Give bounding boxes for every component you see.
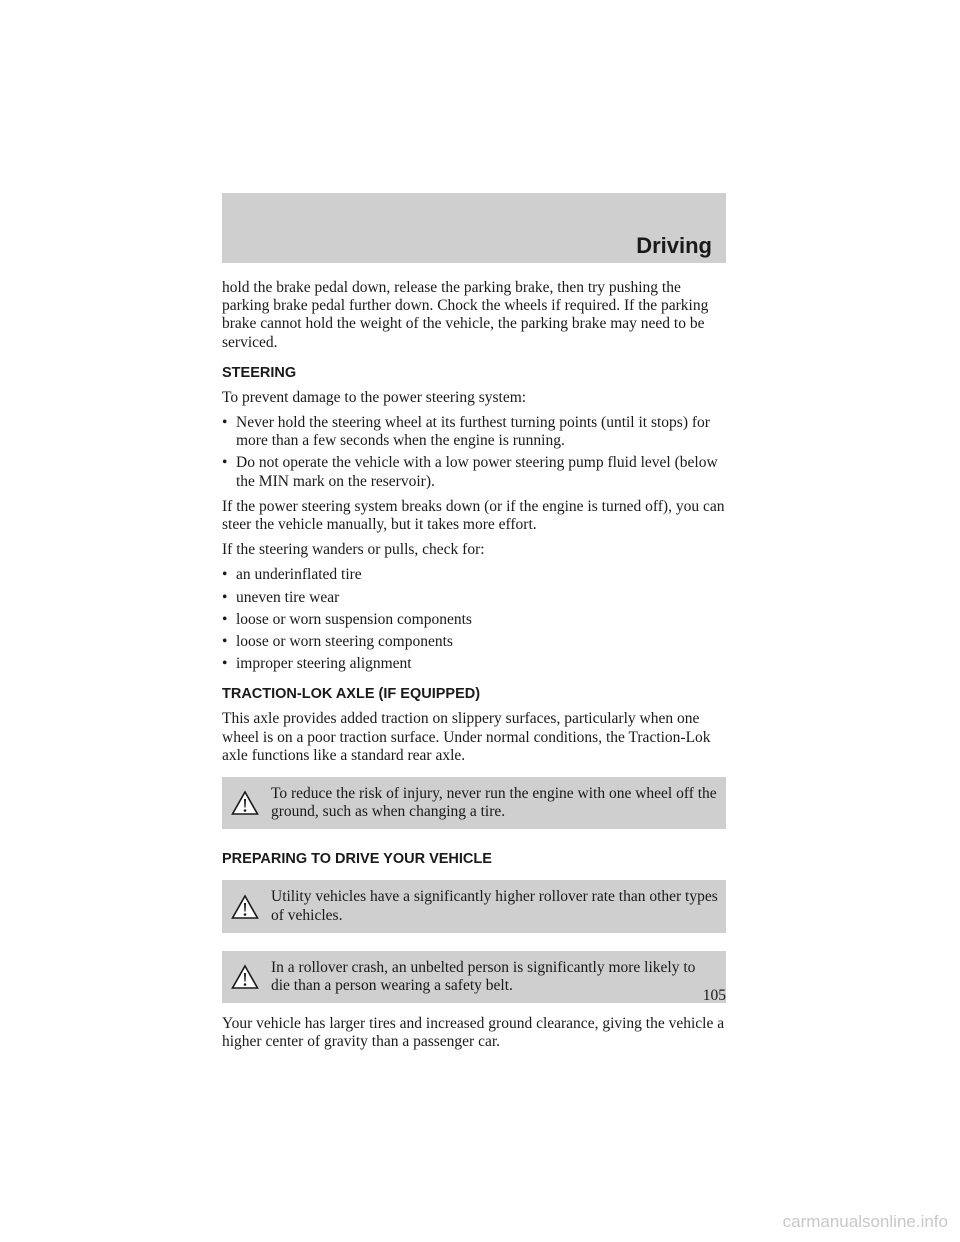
section-title: Driving: [636, 233, 712, 258]
watermark-text: carmanualsonline.info: [782, 1212, 948, 1231]
list-item: • improper steering alignment: [222, 655, 412, 673]
check-items-list: [222, 566, 726, 673]
list-item: • Do not operate the vehicle with a low power steering pump fluid level (below the MIN mark on the reservoir).: [222, 454, 718, 490]
warning-text: To reduce the risk of injury, never run the engine with one wheel off the ground, such as when changing a tire.: [271, 785, 717, 821]
warning-box-rollover-rate: [222, 880, 726, 932]
bullet-glyph: •: [222, 655, 228, 673]
list-item: • an underinflated tire: [222, 566, 362, 584]
warning-box-traction-lok: [222, 777, 726, 829]
bullet-glyph: •: [222, 588, 228, 606]
list-item: • loose or worn suspension components: [222, 610, 472, 628]
list-item: • Never hold the steering wheel at its furthest turning points (until it stops) for more than a few seconds when the engine is running.: [222, 414, 710, 450]
heading-steering: STEERING: [222, 364, 297, 381]
warning-text: In a rollover crash, an unbelted person is significantly more likely to die than a person wearing a safety belt.: [271, 958, 696, 995]
warning-triangle-icon: [231, 964, 259, 990]
list-item: • loose or worn steering components: [222, 633, 453, 651]
bullet-glyph: •: [222, 454, 228, 472]
warning-box-rollover-belt: [222, 951, 726, 1003]
paragraph-steering-intro: To prevent damage to the power steering system:: [222, 388, 527, 406]
paragraph-traction-lok: This axle provides added traction on slippery surfaces, particularly when one wheel is on a poor traction surface. Under normal conditions, the Traction-Lok axle functions like a standard rear axle.: [222, 710, 711, 764]
list-item: • uneven tire wear: [222, 588, 340, 606]
bullet-glyph: •: [222, 566, 228, 584]
section-header-band: [222, 193, 726, 263]
paragraph-preparing: Your vehicle has larger tires and increased ground clearance, giving the vehicle a higher center of gravity than a passenger car.: [222, 1015, 725, 1051]
bullet-glyph: •: [222, 633, 228, 651]
page-content: [222, 279, 726, 1059]
page-number: 105: [702, 987, 726, 1004]
heading-traction-lok: TRACTION-LOK AXLE (IF EQUIPPED): [222, 686, 481, 703]
warning-text: Utility vehicles have a significantly higher rollover rate than other types of vehicles.: [271, 888, 718, 924]
warning-triangle-icon: [231, 894, 259, 920]
warning-triangle-icon: [231, 790, 259, 816]
paragraph-steering-breakdown: If the power steering system breaks down (or if the engine is turned off), you can steer the vehicle manually, but it takes more effort.: [222, 497, 725, 534]
bullet-glyph: •: [222, 414, 228, 432]
heading-preparing: PREPARING TO DRIVE YOUR VEHICLE: [222, 851, 492, 868]
steering-rules-list: [222, 414, 726, 491]
paragraph-parking-brake: hold the brake pedal down, release the parking brake, then try pushing the parking brake pedal further down. Chock the wheels if required. If the parking brake cannot hold the weight of the vehicle, the parking brake may need to be serviced.: [222, 279, 709, 351]
paragraph-steering-wanders: If the steering wanders or pulls, check for:: [222, 541, 485, 559]
bullet-glyph: •: [222, 610, 228, 628]
